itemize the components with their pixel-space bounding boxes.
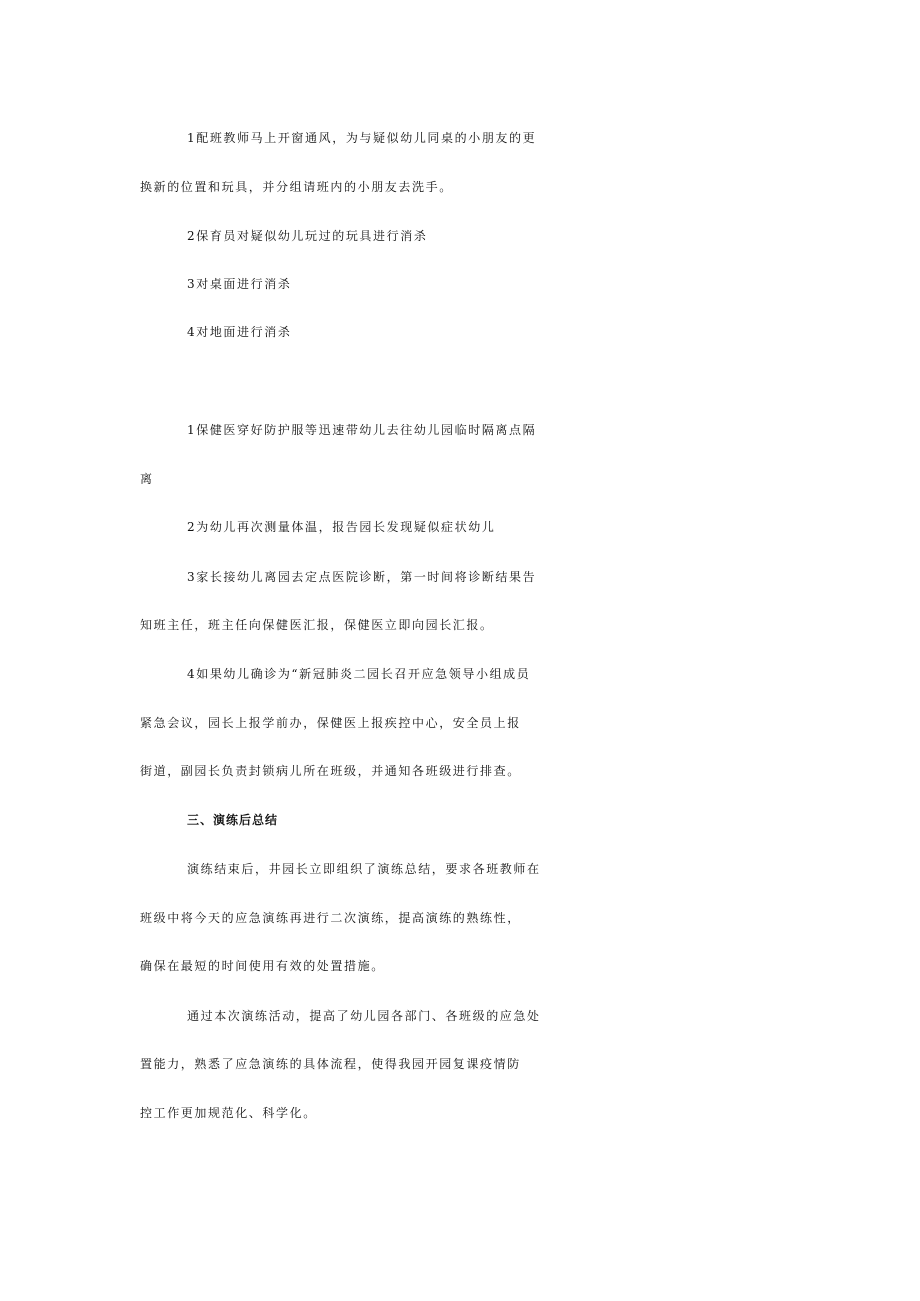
paragraph-line: 知班主任，班主任向保健医汇报，保健医立即向园长汇报。 xyxy=(140,618,494,632)
paragraph-line: 确保在最短的时间使用有效的处置措施。 xyxy=(140,959,385,973)
paragraph-line: 班级中将今天的应急演练再进行二次演练，提高演练的熟练性， xyxy=(140,911,521,925)
paragraph-line: 控工作更加规范化、科学化。 xyxy=(140,1106,317,1120)
paragraph-line: 离 xyxy=(140,472,154,486)
paragraph-line: 2为幼儿再次测量体温，报告园长发现疑似症状幼儿 xyxy=(187,520,496,534)
paragraph-line: 置能力，熟悉了应急演练的具体流程，使得我园开园复课疫情防 xyxy=(140,1057,521,1071)
paragraph-line: 3对桌面进行消杀 xyxy=(187,277,292,291)
paragraph-line: 换新的位置和玩具，并分组请班内的小朋友去洗手。 xyxy=(140,180,453,194)
paragraph-line: 通过本次演练活动，提高了幼儿园各部门、各班级的应急处 xyxy=(187,1009,541,1023)
paragraph-line: 紧急会议，园长上报学前办，保健医上报疾控中心，安全员上报 xyxy=(140,716,521,730)
paragraph-line: 2保育员对疑似幼儿玩过的玩具进行消杀 xyxy=(187,229,428,243)
section-heading: 三、演练后总结 xyxy=(187,813,279,827)
paragraph-line: 街道，副园长负责封锁病儿所在班级，并通知各班级进行排查。 xyxy=(140,764,521,778)
paragraph-line: 1保健医穿好防护服等迅速带幼儿去往幼儿园临时隔离点隔 xyxy=(187,423,537,437)
paragraph-line: 3家长接幼儿离园去定点医院诊断，第一时间将诊断结果告 xyxy=(187,570,537,584)
paragraph-line: 1配班教师马上开窗通风，为与疑似幼儿同桌的小朋友的更 xyxy=(187,131,537,145)
paragraph-line: 4如果幼儿确诊为“新冠肺炎二园长召开应急领导小组成员 xyxy=(187,667,531,681)
paragraph-line: 演练结束后，井园长立即组织了演练总结，要求各班教师在 xyxy=(187,862,541,876)
paragraph-line: 4对地面进行消杀 xyxy=(187,325,292,339)
